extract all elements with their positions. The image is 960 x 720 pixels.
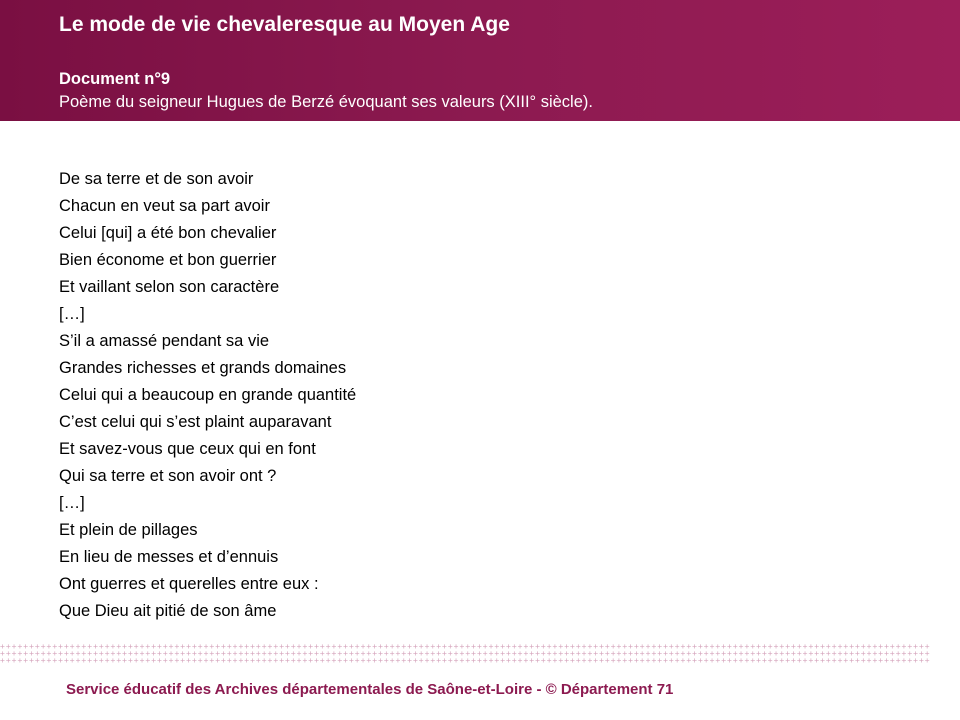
poem-line: En lieu de messes et d’ennuis	[59, 548, 279, 566]
poem-line: Et savez-vous que ceux qui en font	[59, 440, 316, 458]
poem-line: Qui sa terre et son avoir ont ?	[59, 467, 277, 485]
poem-line: Grandes richesses et grands domaines	[59, 359, 347, 377]
poem-line: C’est celui qui s’est plaint auparavant	[59, 413, 332, 431]
poem-line: […]	[59, 494, 85, 512]
cross-pattern-icon	[0, 643, 960, 665]
poem-line: Et vaillant selon son caractère	[59, 278, 280, 296]
poem-line: Et plein de pillages	[59, 521, 198, 539]
cross-row: ++++++++++++++++++++++++++++++++++++++++++++++++++++++++++++++++++++++++++++++++++++++++++++++++++++++++++++++++++++++++++++++++++++++++++++++++++++++++++++++++	[0, 656, 931, 665]
poem-line: Celui qui a beaucoup en grande quantité	[59, 386, 357, 404]
poem-line: Chacun en veut sa part avoir	[59, 197, 270, 215]
poem-line: Ont guerres et querelles entre eux :	[59, 575, 319, 593]
cross-row: ++++++++++++++++++++++++++++++++++++++++++++++++++++++++++++++++++++++++++++++++++++++++++++++++++++++++++++++++++++++++++++++++++++++++++++++++++++++++++++++++	[0, 649, 931, 658]
poem-line: Bien économe et bon guerrier	[59, 251, 277, 269]
poem-line: […]	[59, 305, 85, 323]
poem-line: Que Dieu ait pitié de son âme	[59, 602, 277, 620]
poem-text	[59, 166, 356, 625]
header-banner	[0, 0, 960, 121]
footer-credit: Service éducatif des Archives départementales de Saône-et-Loire - © Département 71	[66, 681, 674, 698]
poem-line: Celui [qui] a été bon chevalier	[59, 224, 277, 242]
document-label: Document n°9	[59, 70, 171, 88]
poem-line: De sa terre et de son avoir	[59, 170, 254, 188]
page-title: Le mode de vie chevaleresque au Moyen Age	[59, 13, 510, 36]
document-description: Poème du seigneur Hugues de Berzé évoquant ses valeurs (XIII° siècle).	[59, 93, 593, 111]
cross-row: ++++++++++++++++++++++++++++++++++++++++++++++++++++++++++++++++++++++++++++++++++++++++++++++++++++++++++++++++++++++++++++++++++++++++++++++++++++++++++++++++	[0, 643, 931, 651]
poem-line: S’il a amassé pendant sa vie	[59, 332, 270, 350]
